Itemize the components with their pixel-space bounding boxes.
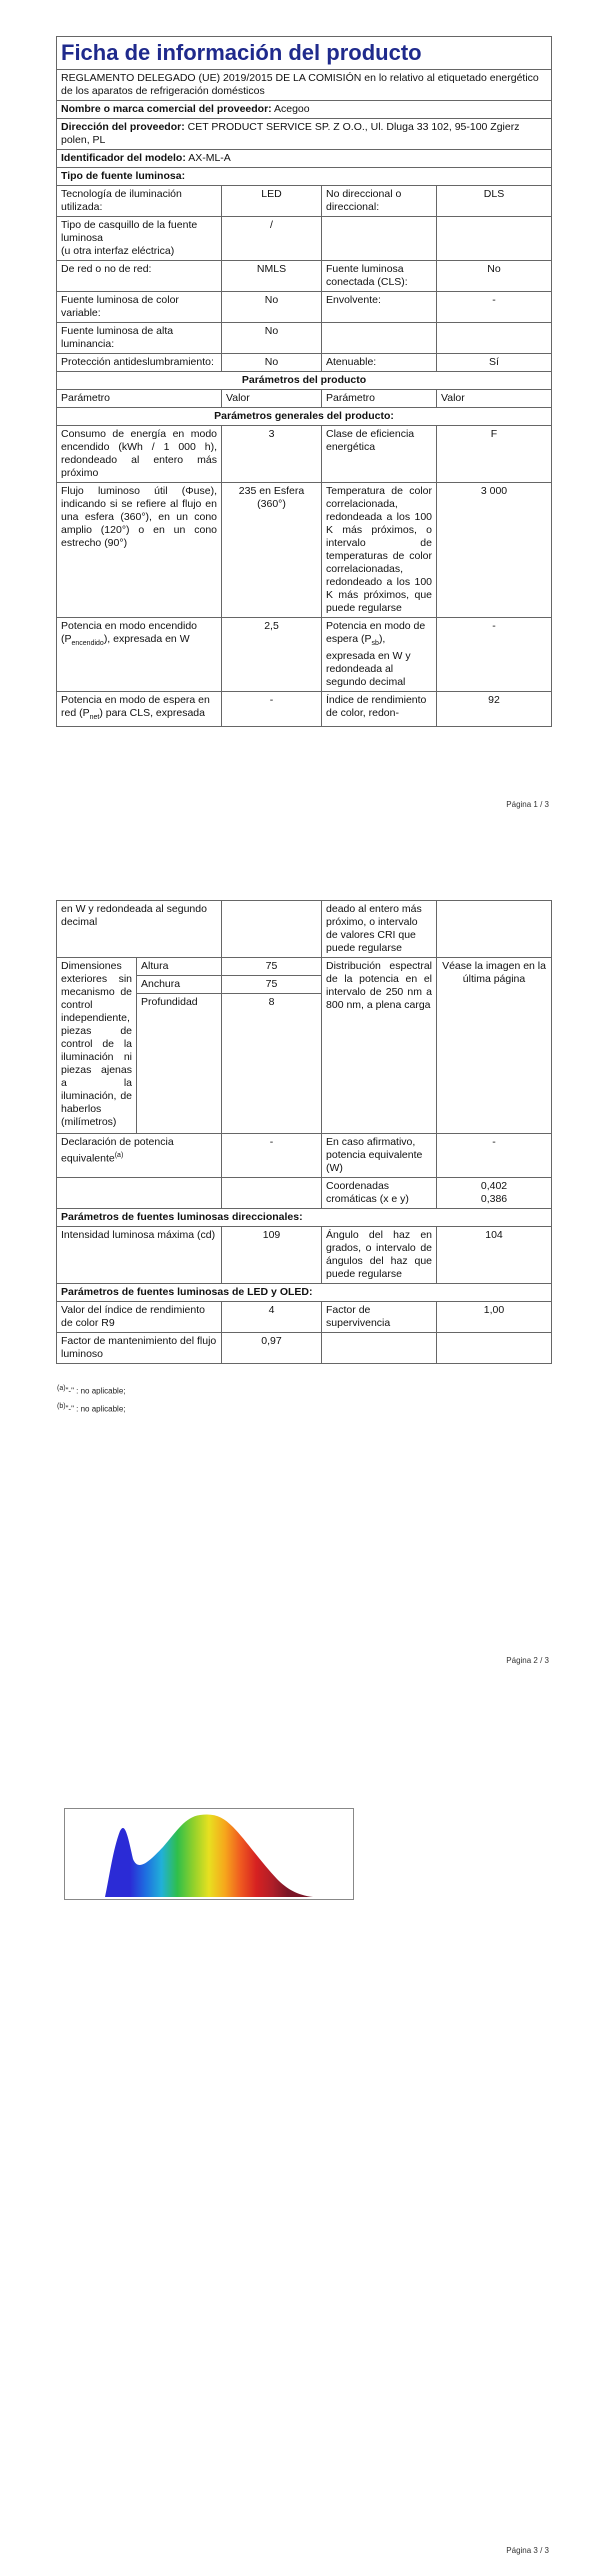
envelope-value: -	[437, 292, 552, 323]
cct-value: 3 000	[437, 483, 552, 618]
chroma-value: 0,402 0,386	[437, 1178, 552, 1209]
energy-value: 3	[222, 426, 322, 483]
depth-label: Profundidad	[137, 994, 222, 1134]
spectrum-curve	[105, 1815, 313, 1898]
page-number: Página 1 / 3	[506, 800, 549, 809]
intensity-value: 109	[222, 1227, 322, 1284]
product-info-table	[56, 36, 552, 727]
cri-value: 92	[437, 692, 552, 727]
r9-value: 4	[222, 1302, 322, 1333]
flux-label: Flujo luminoso útil (Φuse), indicando si se refiere al flujo en una esfera (360°), en un cono amplio (120°) o en un cono estrecho (90°)	[57, 483, 222, 618]
supplier-name: Acegoo	[274, 103, 310, 115]
page-1	[0, 0, 603, 812]
page-title: Ficha de información del producto	[57, 37, 552, 70]
r9-label: Valor del índice de rendimiento de color R9	[57, 1302, 222, 1333]
cls-label: Fuente luminosa conectada (CLS):	[322, 261, 437, 292]
supplier-address: CET PRODUCT SERVICE SP. Z O.O., Ul. Dluga 33 102, 95-100 Zgierz polen, PL	[61, 121, 520, 146]
equiv-label: Declaración de potencia equivalente$^{(a)}$	[57, 1134, 222, 1178]
model-id: AX-ML-A	[188, 152, 231, 164]
equiv-w-value: -	[437, 1134, 552, 1178]
pnet-value: -	[222, 692, 322, 727]
supplier-address-row: Dirección del proveedor: CET PRODUCT SERVICE SP. Z O.O., Ul. Dluga 33 102, 95-100 Zgierz polen, PL	[57, 119, 552, 150]
beam-value: 104	[437, 1227, 552, 1284]
surv-label: Factor de supervivencia	[322, 1302, 437, 1333]
page-2	[0, 870, 603, 1670]
page-3	[0, 1760, 603, 2560]
height-label: Altura	[137, 958, 222, 976]
maint-label: Factor de mantenimiento del flujo luminoso	[57, 1333, 222, 1364]
color-value: No	[222, 292, 322, 323]
glare-value: No	[222, 354, 322, 372]
cap-value: /	[222, 217, 322, 261]
color-label: Fuente luminosa de color variable:	[57, 292, 222, 323]
col-value-2: Valor	[437, 390, 552, 408]
psb-label: Potencia en modo de espera $(P_{sb})$, expresada en W y redondeada al segundo decimal	[322, 618, 437, 692]
light-source-type-heading: Tipo de fuente luminosa:	[57, 168, 552, 186]
depth-value: 8	[222, 994, 322, 1134]
regulation-text: REGLAMENTO DELEGADO (UE) 2019/2015 DE LA COMISIÓN en lo relativo al etiquetado energético de los aparatos de refrigeración domésticos	[57, 70, 552, 101]
glare-label: Protección antideslumbramiento:	[57, 354, 222, 372]
dims-label: Dimensiones exteriores sin mecanismo de control independiente, piezas de control de la iluminación ni piezas ajenas a la iluminación, de haberlos (milímetros)	[57, 958, 137, 1134]
chroma-label: Coordenadas cromáticas (x e y)	[322, 1178, 437, 1209]
cri-label: Índice de rendimiento de color, redon-	[322, 692, 437, 727]
height-value: 75	[222, 958, 322, 976]
class-value: F	[437, 426, 552, 483]
hl-value: No	[222, 323, 322, 354]
class-label: Clase de eficiencia energética	[322, 426, 437, 483]
spd-value: Véase la imagen en la última página	[437, 958, 552, 1134]
beam-label: Ángulo del haz en grados, o intervalo de ángulos del haz que puede regularse	[322, 1227, 437, 1284]
pnet-label-cont: en W y redondeada al segundo decimal	[57, 901, 222, 958]
product-params-heading: Parámetros del producto	[57, 372, 552, 390]
hl-label: Fuente luminosa de alta luminancia:	[57, 323, 222, 354]
footnote-a: $^{(a)}$"-" : no aplicable;	[57, 1385, 126, 1396]
cap-label: Tipo de casquillo de la fuente luminosa (u otra interfaz eléctrica)	[57, 217, 222, 261]
cri-label-cont: deado al entero más próximo, o intervalo de valores CRI que puede regularse	[322, 901, 437, 958]
spd-label: Distribución espectral de la potencia en el intervalo de 250 nm a 800 nm, a plena carga	[322, 958, 437, 1134]
dls-params-heading: Parámetros de fuentes luminosas direccionales:	[57, 1209, 552, 1227]
surv-value: 1,00	[437, 1302, 552, 1333]
page-number: Página 3 / 3	[506, 2546, 549, 2555]
tech-value: LED	[222, 186, 322, 217]
footnote-b: $^{(b)}$"-" : no aplicable;	[57, 1403, 126, 1414]
dim-label: Atenuable:	[322, 354, 437, 372]
flux-value: 235 en Esfera (360°)	[222, 483, 322, 618]
envelope-label: Envolvente:	[322, 292, 437, 323]
col-param: Parámetro	[57, 390, 222, 408]
supplier-name-row: Nombre o marca comercial del proveedor: Acegoo	[57, 101, 552, 119]
page-number: Página 2 / 3	[506, 1656, 549, 1665]
nondir-label: No direccional o direccional:	[322, 186, 437, 217]
pon-value: 2,5	[222, 618, 322, 692]
model-row: Identificador del modelo: AX-ML-A	[57, 150, 552, 168]
col-value: Valor	[222, 390, 322, 408]
cct-label: Temperatura de color correlacionada, redondeada a los 100 K más próximos, o intervalo de temperaturas de color correlacionadas, redondeado a los 100 K más próximos, que puede regularse	[322, 483, 437, 618]
nondir-value: DLS	[437, 186, 552, 217]
intensity-label: Intensidad luminosa máxima (cd)	[57, 1227, 222, 1284]
psb-value: -	[437, 618, 552, 692]
product-info-table-cont	[56, 900, 552, 1364]
col-param-2: Parámetro	[322, 390, 437, 408]
pon-label: Potencia en modo encendido $(P_{encendido})$, expresada en W	[57, 618, 222, 692]
led-params-heading: Parámetros de fuentes luminosas de LED y OLED:	[57, 1284, 552, 1302]
pnet-label: Potencia en modo de espera en red $(P_{net})$ para CLS, expresada	[57, 692, 222, 727]
tech-label: Tecnología de iluminación utilizada:	[57, 186, 222, 217]
spectral-distribution-image	[64, 1808, 354, 1900]
maint-value: 0,97	[222, 1333, 322, 1364]
energy-label: Consumo de energía en modo encendido (kWh / 1 000 h), redondeado al entero más próximo	[57, 426, 222, 483]
equiv-w-label: En caso afirmativo, potencia equivalente (W)	[322, 1134, 437, 1178]
general-params-heading: Parámetros generales del producto:	[57, 408, 552, 426]
width-label: Anchura	[137, 976, 222, 994]
cls-value: No	[437, 261, 552, 292]
mains-value: NMLS	[222, 261, 322, 292]
dim-value: Sí	[437, 354, 552, 372]
width-value: 75	[222, 976, 322, 994]
equiv-value: -	[222, 1134, 322, 1178]
mains-label: De red o no de red:	[57, 261, 222, 292]
